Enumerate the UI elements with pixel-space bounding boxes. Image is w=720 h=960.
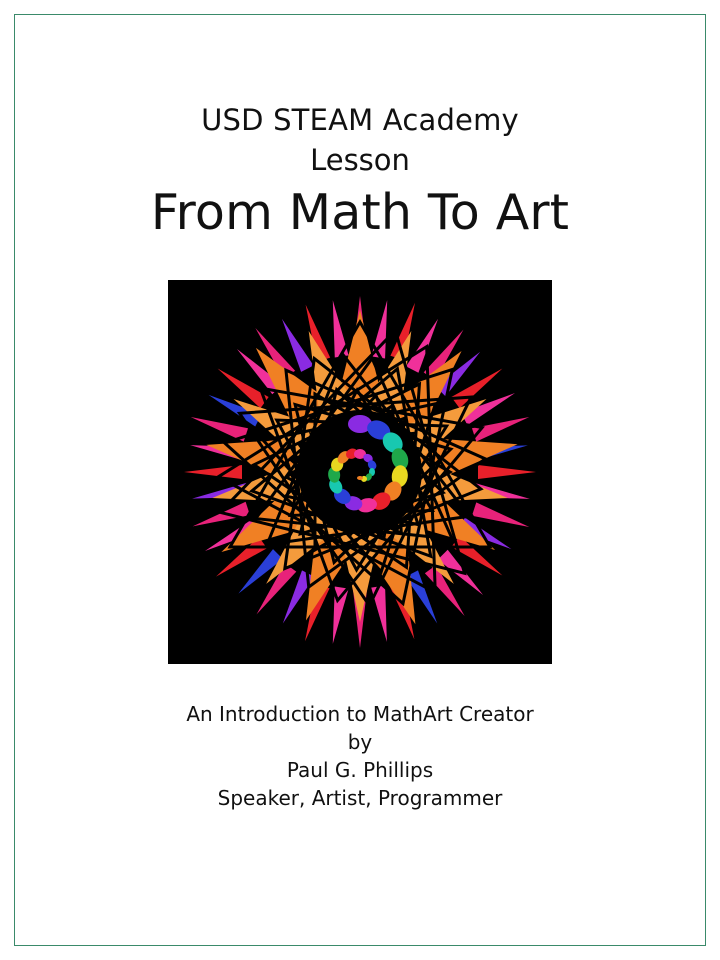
organization-line: USD STEAM Academy <box>201 103 519 137</box>
credits-block <box>186 700 533 812</box>
credit-roles: Speaker, Artist, Programmer <box>217 786 503 810</box>
lesson-line: Lesson <box>310 143 410 177</box>
credit-by: by <box>347 730 373 754</box>
credit-subtitle: An Introduction to MathArt Creator <box>186 702 534 726</box>
artwork-image <box>168 280 552 664</box>
page-content <box>14 14 706 946</box>
title-block <box>14 100 706 244</box>
page-title: From Math To Art <box>150 184 570 241</box>
mathart-spiral-starburst-graphic <box>168 280 552 664</box>
artwork-inner-spiral <box>298 410 422 534</box>
credit-author: Paul G. Phillips <box>286 758 434 782</box>
